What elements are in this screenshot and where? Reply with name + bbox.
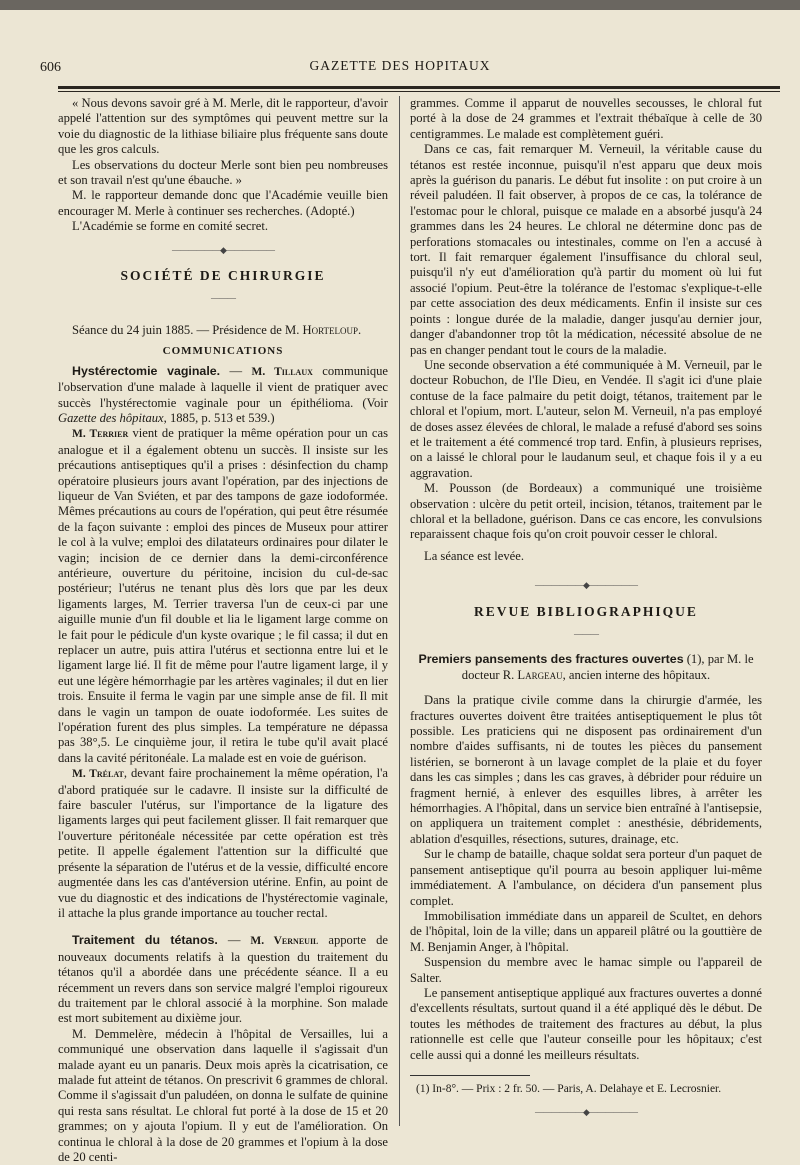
author-trelat: M. Trélat <box>72 768 124 781</box>
paragraph: Sur le champ de bataille, chaque soldat sera porteur d'un paquet de pansement antiseptique qu'il pourra au besoin appliquer lui-même immédiatement. A l'ambulance, on décidera d'un pansement plus complet. <box>410 847 762 908</box>
left-column <box>58 96 388 1165</box>
column-divider <box>399 96 400 1126</box>
dash: — <box>217 933 251 948</box>
paragraph: Dans la pratique civile comme dans la chirurgie d'armée, les fractures ouvertes doivent être traitées antiseptiquement le plus tôt possible. Les praticiens qui ne disposent pas ordinairement d'un nombre d'aides suffisants, ni de toutes les pièces du pansement listérien, se borneront à un lavage complet de la plaie et du foyer dans les cas simples ; dans les cas graves, à débrider pour réduire un fragment hernié, à enlever des esquilles libres, à arrêter les hémorrhagies. A l'hôpital, dans un service bien entraîné à l'antisepsie, on appliquera un traitement complet : anesthésie, débridements, ablation d'esquilles, résections, sutures, drainage, etc. <box>410 693 762 846</box>
paragraph: Suspension du membre avec le hamac simple ou l'appareil de Salter. <box>410 955 762 985</box>
tetanos-lead: Traitement du tétanos. <box>72 933 218 948</box>
spacer <box>58 921 388 933</box>
paragraph-continued: grammes. Comme il apparut de nouvelles secousses, le chloral fut porté à la dose de 24 grammes et l'extrait thébaïque à celle de 30 centigrammes. Le malade est complètement guéri. <box>410 96 762 141</box>
terrier-paragraph <box>58 426 388 766</box>
trelat-paragraph <box>58 766 388 921</box>
header-rule-thin <box>58 91 780 92</box>
dash: — <box>220 363 252 378</box>
paragraph: Une seconde observation a été communiquée à M. Verneuil, par le docteur Robuchon, de l'Ile Dieu, en Vendée. Il s'agit ici d'une plaie contuse de la face palmaire du petit doigt, tétanos, traitement par le chloral et l'opium, mort. L'auteur, selon M. Verneuil, n'a pas employé de doses assez élevées de chloral, le malade a refusé d'abord ses soins et le traitement a été commencé trop tard. Enfin, à plusieurs reprises, on a laissé le chloral pour le laudanum seul, et chaque fois il y a eu aggravation. <box>410 357 762 480</box>
header-rule-thick <box>58 86 780 89</box>
right-column <box>410 96 762 1131</box>
president-name: Horteloup. <box>302 322 362 337</box>
ornament-divider: ——————◆—————— <box>172 244 274 255</box>
paragraph: Immobilisation immédiate dans un appareil de Scultet, en dehors de l'hôpital, loin de la ville; dans un appareil plâtré ou la gouttière de M. Benjamin Anger, à l'hôpital. <box>410 908 762 954</box>
tetanos-paragraph <box>58 933 388 1026</box>
book-author-tail: , ancien interne des hôpitaux. <box>562 667 711 682</box>
hysterectomie-lead: Hystérectomie vaginale. <box>72 363 221 378</box>
top-band <box>0 0 800 10</box>
seance-closing: La séance est levée. <box>424 548 524 563</box>
demmelere-paragraph: M. Demmelère, médecin à l'hôpital de Versailles, lui a communiqué une observation dans laquelle il s'agissait d'un malade ayant eu un panaris. Deux mois après la cicatrisation, ce malade fut atteint de tétanos. On prescrivit 6 grammes de chloral. Comme il s'agissait d'un paludéen, on donna le sulfate de quinine qui resta sans résultat. Le chloral fut porté à la dose de 15 et 20 grammes; on y ajouta l'opium. Il y eut de l'amélioration. On continua le chloral à la dose de 20 grammes et l'opium à la dose de 20 centi- <box>58 1026 388 1164</box>
book-author: Largeau <box>517 667 563 682</box>
footnote-rule <box>410 1075 530 1076</box>
author-verneuil: M. Verneuil <box>250 935 319 948</box>
paragraph: « Nous devons savoir gré à M. Merle, dit le rapporteur, d'avoir appelé l'attention sur des symptômes qui peuvent mettre sur la voie du diagnostic de la lithiase biliaire plus fréquente sans doute que les gros calculs. <box>58 96 388 157</box>
footnote: (1) In-8°. — Prix : 2 fr. 50. — Paris, A. Delahaye et E. Lecrosnier. <box>416 1082 722 1095</box>
paragraph: Le pansement antiseptique appliqué aux fractures ouvertes a donné d'excellents résultats, surtout quand il a été appliqué dès le début. De toutes les méthodes de traitement des fractures au début, la plus rationnelle est celle que l'auteur conseille pour les hôpitaux; c'est celle aussi qui a donné les meilleurs résultats. <box>410 985 762 1062</box>
ornament-divider: ——————◆—————— <box>535 580 637 591</box>
page-number: 606 <box>40 60 61 75</box>
page-header <box>40 58 760 78</box>
running-title: GAZETTE DES HOPITAUX <box>309 58 491 73</box>
paragraph: Dans ce cas, fait remarquer M. Verneuil, la véritable cause du tétanos est restée inconnue, puisqu'il n'est apparu que deux mois après la guérison du panaris. Le début fut insolite : on put croire à un réveil paludéen. Il fait observer, à propos de ce cas, la tolérance de l'estomac pour le chloral, puisque ce malade en a absorbé jusqu'à 24 grammes dans les 24 heures. Le chloral ne détermine donc pas de perforations stomacales ou intestinales, comme on l'en a accusé à tort. Il fait remarquer également l'insuffisance du chloral seul, puisqu'il n'y eut d'amélioration qu'à partir du moment où lui fut associé l'opium. Peut-être la tolérance de l'estomac s'explique-t-elle par cette association des deux médicaments. Enfin il insiste sur ces points : longue durée de la maladie, danger jusqu'au dernier jour, danger d'abandonner trop tôt la médication, nécessité absolue de ne pas en changer pendant tout le cours de la maladie. <box>410 142 762 357</box>
book-title-block <box>410 652 762 683</box>
section-title-revue: REVUE BIBLIOGRAPHIQUE <box>474 603 698 619</box>
paragraph: L'Académie se forme en comité secret. <box>72 219 268 234</box>
terrier-text: vient de pratiquer la même opération pour un cas analogue et il a également obtenu un succès. Il insiste sur les précautions antiseptiques qu'il a prises : désinfection du champ opératoire plusieurs jours avant l'opération, par des injections de liqueur de Van Sviéten, et par des tampons de gaze iodoformée. Mêmes précautions au cours de l'opération, qui peut être résumée de la façon suivante : emploi des pinces de Museux pour attirer le col à la vulve; emploi des dilatateurs ordinaires pour dilater le vagin; incision de ce dernier dans la demi-circonférence antérieure, ouverture du péritoine, incision du cul-de-sac postérieur; l'utérus ne tenant plus dès lors que par les deux ligaments larges, M. Terrier traversa l'un de ceux-ci par une aiguille munie d'un fil double et lia le ligament large comme on le fait pour le pédicule d'un kyste ovarique ; le fil cassa; il dut en replacer un autre, puis attira l'utérus et sectionna entre lui et le ligament large lié. Il fit de même pour l'autre ligament large, il y eut une légère hémorrhagie par les artères vaginales; il dut en lier trois. Ensuite il ferma le vagin par une simple anse de fil. Il mit dans le vagin un tampon de ouate iodoformée. Les suites de l'opération furent des plus simples. La température ne dépassa pas 38°,5. Le cinquième jour, il retira le tube qu'il avait placé dans la cavité péritonéale. La malade est en voie de guérison. <box>58 426 388 765</box>
ornament-short: ——— <box>574 629 598 639</box>
ornament-short: ——— <box>211 293 235 304</box>
hysterectomie-text: communique l'observation d'une malade à laquelle il vient de pratiquer avec succès l'hystérectomie vaginale pour un épithélioma. (Voir <box>58 363 389 410</box>
author-tillaux: M. Tillaux <box>251 365 313 378</box>
communications-heading: COMMUNICATIONS <box>162 345 284 358</box>
tetanos-text: apporte de nouveaux documents relatifs à la question du traitement du tétanos qu'il a abordée dans une précédente séance. Il a eu récemment un revers dans son service malgré l'emploi rigoureux du traitement par le chloral associé à la morphine. Son malade est mort subitement au dixième jour. <box>58 933 388 1026</box>
ref-pages: , 1885, p. 513 et 539.) <box>163 410 275 425</box>
section-title-societe: SOCIÉTÉ DE CHIRURGIE <box>120 268 326 284</box>
journal-ref: Gazette des hôpitaux <box>58 410 164 425</box>
trelat-text: , devant faire prochainement la même opération, l'a d'abord pratiquée sur le cadavre. Il insiste sur la difficulté de faire basculer l'utérus, sur l'importance de la ligature des ligaments larges qui peut facilement glisser. Il fait remarquer que l'ouverture péritonéale nécessitée par cette opération est très petite. Il appelle également l'attention sur la difficulté que présente la séparation de l'utérus et de la vessie, difficulté encore augmentée dans les cas d'antéversion utérine. Enfin, au point de vue du diagnostic et des indications de l'hystérectomie vaginale, il attache la plus grande importance au toucher rectal. <box>58 766 388 920</box>
book-title: Premiers pansements des fractures ouvertes <box>418 652 684 667</box>
book-note: (1), par M. le docteur R. <box>461 652 754 682</box>
hysterectomie-paragraph <box>58 364 388 427</box>
seance-text: Séance du 24 juin 1885. — Présidence de M. <box>72 322 300 337</box>
seance-line <box>58 323 388 338</box>
paragraph: M. le rapporteur demande donc que l'Académie veuille bien encourager M. Merle à continuer ses recherches. (Adopté.) <box>58 188 388 218</box>
author-terrier: M. Terrier <box>72 428 129 441</box>
ornament-end: ——————◆—————— <box>535 1107 637 1118</box>
paragraph: Les observations du docteur Merle sont bien peu nombreuses et son travail n'est qu'une ébauche. » <box>58 157 388 188</box>
paragraph: M. Pousson (de Bordeaux) a communiqué une troisième observation : ulcère du petit orteil, incision, tétanos, traitement par le chloral et la belladone, guérison. Dans ce cas encore, les convulsions reparaissent chaque fois qu'on croit pouvoir cesser le chloral. <box>410 481 762 542</box>
